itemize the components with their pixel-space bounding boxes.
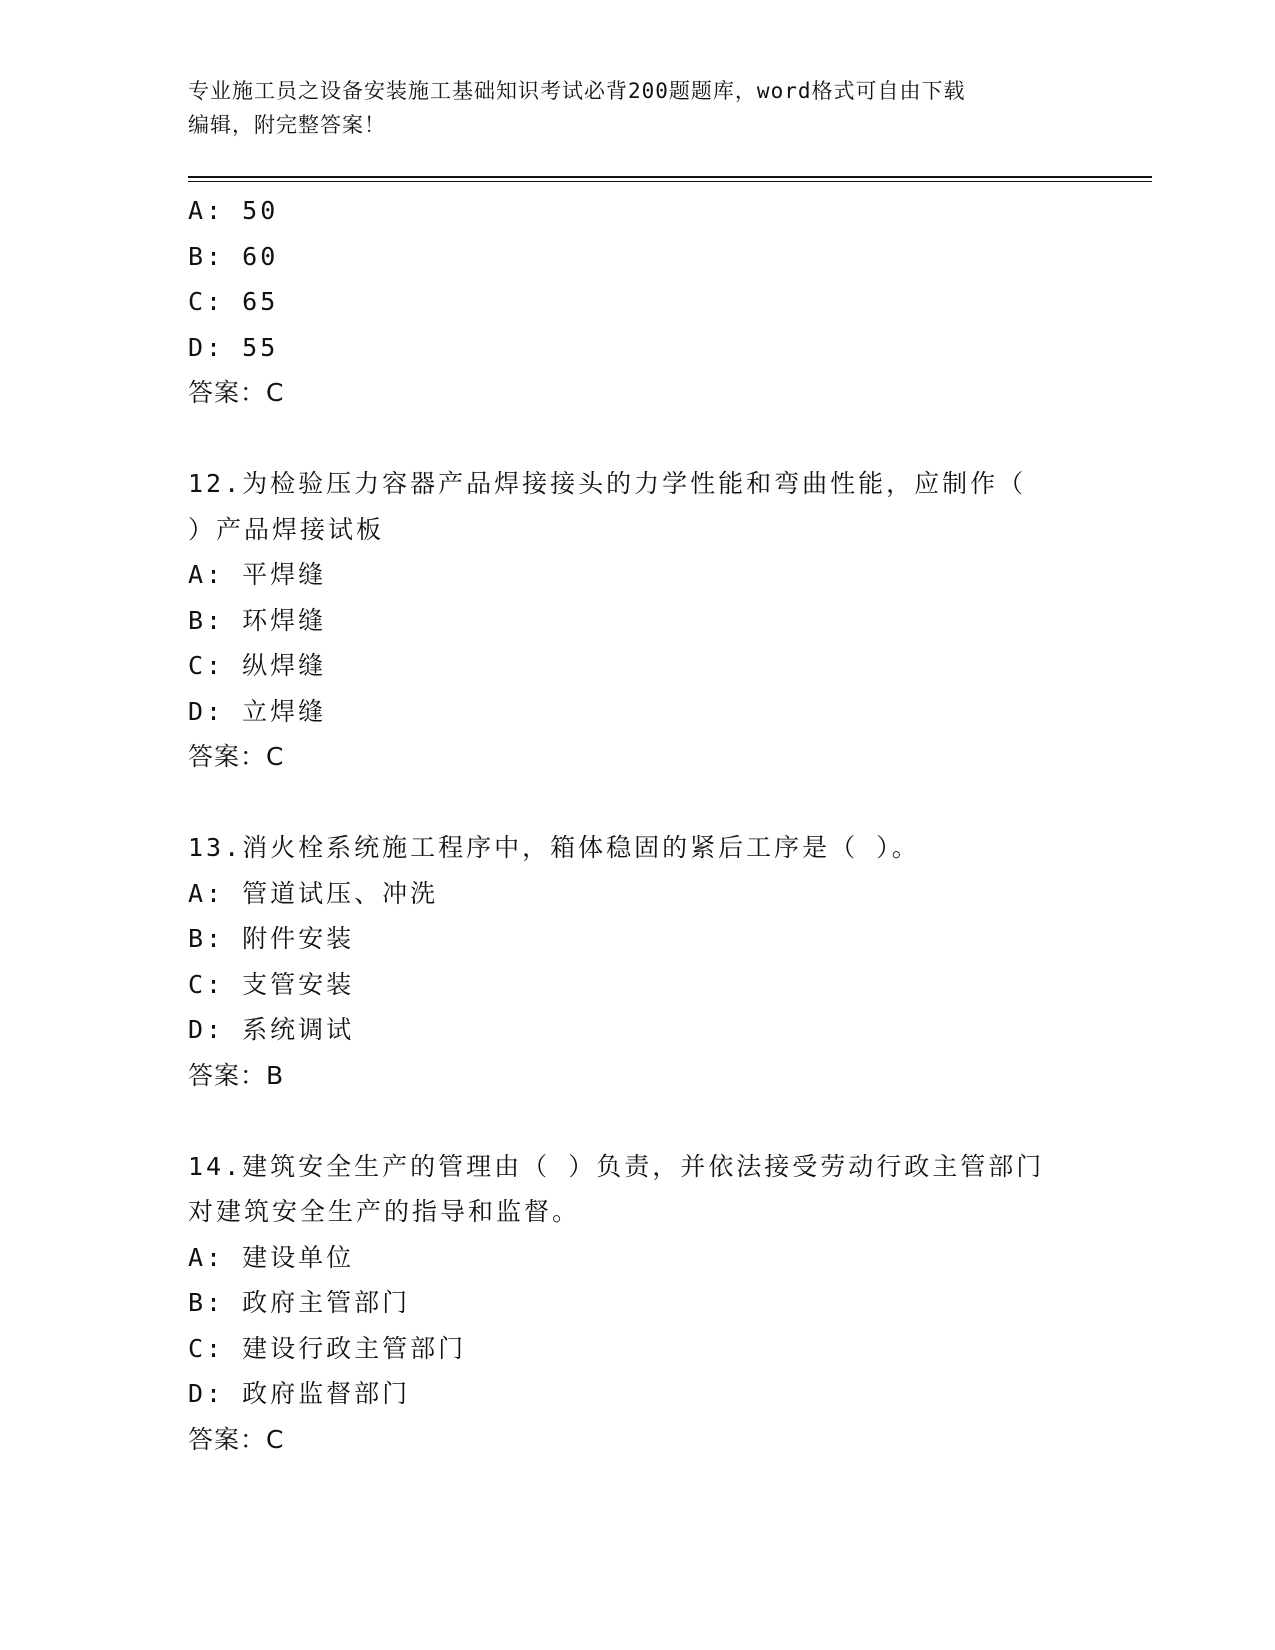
question-13 bbox=[188, 825, 1088, 1098]
option-d: D: 55 bbox=[188, 332, 279, 362]
option-c: C: 65 bbox=[188, 287, 279, 316]
header-title-line2: 编辑，附完整答案！ bbox=[188, 113, 386, 137]
option-b: B: 附件安装 bbox=[188, 924, 355, 953]
header-title-line1: 专业施工员之设备安装施工基础知识考试必背200题题库，word格式可自由下载 bbox=[188, 79, 966, 103]
question-text-line1: 12.为检验压力容器产品焊接接头的力学性能和弯曲性能，应制作（ bbox=[188, 469, 1027, 498]
question-list bbox=[188, 188, 1088, 1462]
question-12 bbox=[188, 461, 1088, 780]
question-text-line2: 对建筑安全生产的指导和监督。 bbox=[188, 1197, 581, 1226]
answer-label: 答案：C bbox=[188, 742, 285, 771]
option-c: C: 支管安装 bbox=[188, 969, 355, 999]
option-c: C: 建设行政主管部门 bbox=[188, 1333, 467, 1363]
option-a: A: 平焊缝 bbox=[188, 560, 327, 589]
option-d: D: 政府监督部门 bbox=[188, 1379, 411, 1408]
question-14 bbox=[188, 1144, 1088, 1463]
answer-label: 答案：C bbox=[188, 1424, 285, 1454]
question-11 bbox=[188, 188, 1088, 416]
option-a: A: 50 bbox=[188, 196, 279, 225]
option-a: A: 管道试压、冲洗 bbox=[188, 878, 439, 908]
header-divider-thick bbox=[188, 176, 1152, 178]
question-text-line1: 13.消火栓系统施工程序中，箱体稳固的紧后工序是（ ）。 bbox=[188, 833, 920, 862]
option-b: B: 60 bbox=[188, 241, 279, 271]
header-divider-thin bbox=[188, 181, 1152, 182]
document-header bbox=[188, 74, 1068, 142]
answer-label: 答案：C bbox=[188, 378, 285, 407]
option-b: B: 环焊缝 bbox=[188, 605, 327, 635]
option-a: A: 建设单位 bbox=[188, 1242, 355, 1272]
question-text-line1: 14.建筑安全生产的管理由（ ）负责，并依法接受劳动行政主管部门 bbox=[188, 1151, 1045, 1181]
option-c: C: 纵焊缝 bbox=[188, 651, 327, 680]
option-d: D: 系统调试 bbox=[188, 1015, 355, 1044]
option-d: D: 立焊缝 bbox=[188, 696, 327, 726]
question-text-line2: ）产品焊接试板 bbox=[188, 514, 385, 544]
answer-label: 答案：B bbox=[188, 1060, 285, 1090]
option-b: B: 政府主管部门 bbox=[188, 1288, 411, 1317]
